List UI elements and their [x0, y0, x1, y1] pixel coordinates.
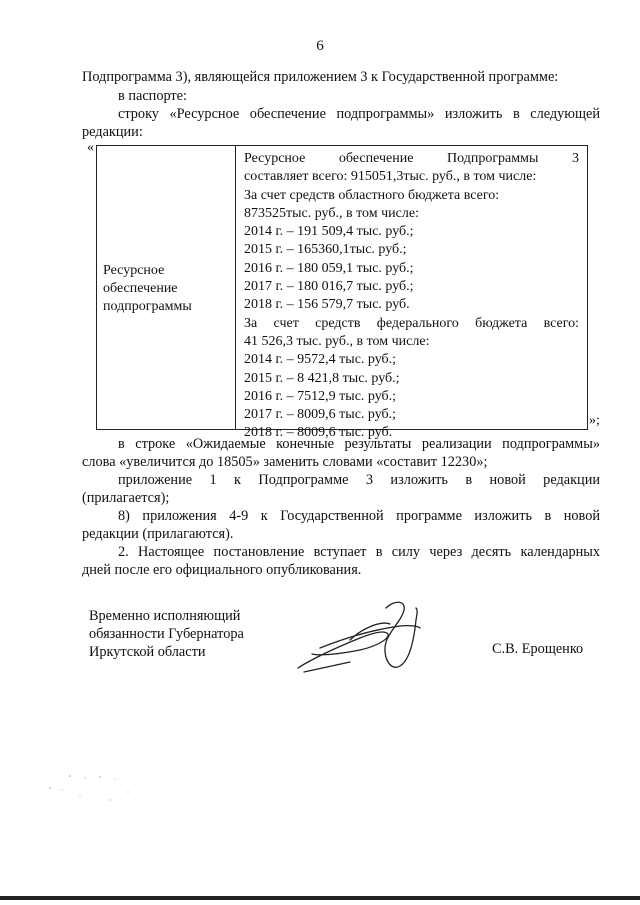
table-row: 2016 г. – 7512,9 тыс. руб.; — [244, 388, 397, 404]
table-row: 2014 г. – 191 509,4 тыс. руб.; — [244, 224, 414, 240]
table-right-cell — [244, 150, 579, 443]
left-label-line: подпрограммы — [103, 299, 192, 314]
resource-table — [96, 145, 588, 441]
table-row: 2018 г. – 8009,6 тыс. руб. — [244, 425, 393, 441]
paragraph-2-line-2: (прилагается); — [82, 490, 170, 506]
signatory-title-line: обязанности Губернатора — [89, 626, 244, 642]
table-row: составляет всего: 915051,3тыс. руб., в том числе: — [244, 169, 537, 185]
paragraph-3-line-2: редакции (прилагаются). — [82, 526, 234, 542]
table-row: 2016 г. – 180 059,1 тыс. руб.; — [244, 260, 414, 276]
table-row: 41 526,3 тыс. руб., в том числе: — [244, 333, 430, 349]
opening-quote: « — [87, 140, 94, 155]
page-number: 6 — [316, 38, 324, 54]
paragraph-4-line-2: дней после его официального опубликования. — [82, 562, 362, 578]
left-label-line: Ресурсное — [103, 263, 165, 278]
table-left-label — [103, 262, 228, 316]
scan-specks — [40, 770, 160, 810]
table-row: 873525тыс. руб., в том числе: — [244, 205, 419, 221]
signatory-title-line: Временно исполняющий — [89, 608, 241, 624]
table-divider — [235, 146, 236, 429]
paragraph-1-line-1: в строке «Ожидаемые конечные результаты реализации подпрограммы» — [118, 436, 600, 452]
intro-line-4: редакции: — [82, 124, 143, 140]
signatory-name: С.В. Ерощенко — [492, 641, 584, 657]
table-row: За счет средств областного бюджета всего: — [244, 187, 500, 203]
paragraph-1-line-2: слова «увеличится до 18505» заменить словами «составит 12230»; — [82, 454, 488, 470]
intro-line-1: Подпрограмма 3), являющейся приложением 3 к Государственной программе: — [82, 69, 559, 85]
table-row: 2018 г. – 156 579,7 тыс. руб. — [244, 297, 410, 313]
paragraph-3-line-1: 8) приложения 4-9 к Государственной программе изложить в новой — [118, 508, 600, 524]
paragraph-2-line-1: приложение 1 к Подпрограмме 3 изложить в новой редакции — [118, 472, 600, 488]
table-row: 2014 г. – 9572,4 тыс. руб.; — [244, 352, 397, 368]
signatory-title-line: Иркутской области — [89, 644, 206, 660]
table-row: За счет средств федерального бюджета всего: — [244, 315, 579, 331]
table-row: Ресурсное обеспечение Подпрограммы 3 — [244, 151, 579, 166]
bottom-rule — [0, 896, 640, 900]
closing-quote: »; — [589, 413, 600, 428]
table-row: 2015 г. – 8 421,8 тыс. руб.; — [244, 370, 400, 386]
intro-line-2: в паспорте: — [118, 88, 187, 104]
table-row: 2017 г. – 8009,6 тыс. руб.; — [244, 407, 397, 423]
signatory-title — [89, 607, 244, 661]
left-label-line: обеспечение — [103, 281, 178, 296]
table-row: 2017 г. – 180 016,7 тыс. руб.; — [244, 279, 414, 295]
paragraph-4-line-1: 2. Настоящее постановление вступает в силу через десять календарных — [118, 544, 600, 560]
table-row: 2015 г. – 165360,1тыс. руб.; — [244, 242, 407, 258]
intro-line-3: строку «Ресурсное обеспечение подпрограммы» изложить в следующей — [118, 106, 600, 122]
handwritten-signature — [290, 590, 440, 680]
